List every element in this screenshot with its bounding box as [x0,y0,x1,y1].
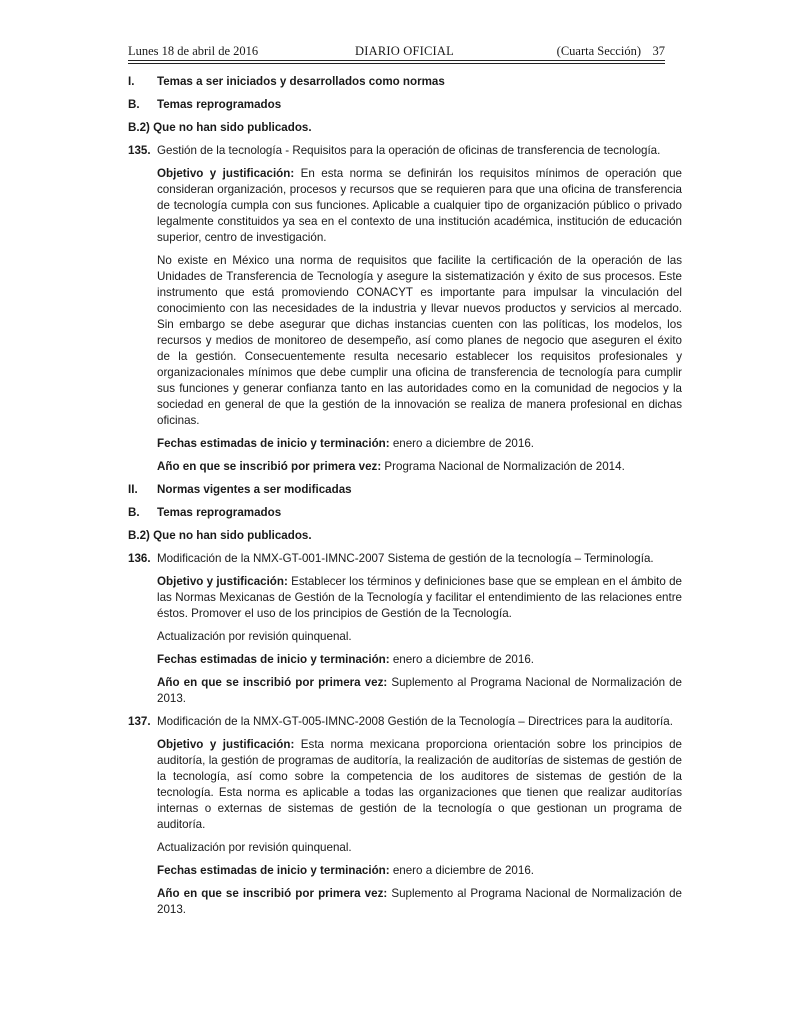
heading-section-i [128,74,682,90]
heading-text: Temas a ser iniciados y desarrollados como normas [157,75,445,88]
first-year-label: Año en que se inscribió por primera vez: [157,676,388,689]
item-137-title-row [128,714,682,730]
document-body [128,74,682,925]
heading-section-ii [128,482,682,498]
header-rule-top [128,60,665,61]
first-year-label: Año en que se inscribió por primera vez: [157,887,388,900]
first-year-text: Suplemento al Programa Nacional de Normalización de 2013. [157,676,682,705]
item-136-update: Actualización por revisión quinquenal. [157,630,352,643]
item-135-title-row [128,143,682,159]
item-number: 136. [128,552,151,565]
item-135-justification-paragraph: No existe en México una norma de requisitos que facilite la certificación de la operación de las Unidades de Transferencia de Tecnología y asegure la sistematización y éxito de sus procesos. Este instrumento que está promoviendo CONACYT es importante para impulsar la vinculación del conocimiento con las necesidades de la industria y llevar nuevos productos y servicios al mercado. Sin embargo se debe asegurar que dichas instancias cuenten con las políticas, los modelos, los recursos y medios de monitoreo de desempeño, así como planes de negocio que aseguren el éxito de la gestión. Consecuentemente resulta necesario establecer los requisitos profesionales y organizacionales mínimos que debe cumplir una oficina de transferencia de tecnología para cumplir sus funciones y generar confianza tanto en las autoridades como en la comunidad de negocios y la sociedad en general de que la gestión de la innovación se realiza de manera profesional en dichas oficinas. [157,254,682,427]
heading-b2-2 [128,528,682,544]
header-date: Lunes 18 de abril de 2016 [128,44,259,58]
header-rule-bottom [128,63,665,64]
first-year-label: Año en que se inscribió por primera vez: [157,460,382,473]
item-137-first-year [157,886,682,918]
heading-number: I. [128,75,135,88]
item-136-objective [157,574,682,622]
heading-subsection-b [128,97,682,113]
objective-label: Objetivo y justificación: [157,575,288,588]
item-title: Gestión de la tecnología - Requisitos para la operación de oficinas de transferencia de tecnología. [157,144,661,157]
first-year-text: Programa Nacional de Normalización de 2014. [381,460,625,473]
item-number: 137. [128,715,151,728]
heading-text: Normas vigentes a ser modificadas [157,483,352,496]
dates-text: enero a diciembre de 2016. [389,437,534,450]
heading-text: B.2) Que no han sido publicados. [128,529,312,542]
objective-text: Esta norma mexicana proporciona orientación sobre los principios de auditoría, la gestión de programas de auditoría, la realización de auditorías de sistemas de gestión de la tecnología, así como sobre la competencia de los auditores de sistemas de gestión de la tecnología. Esta norma es aplicable a todas las organizaciones que tienen que realizar auditorías internas o externas de sistemas de gestión de la tecnología o que gestionan un programa de auditoría. [157,738,682,831]
heading-text: B.2) Que no han sido publicados. [128,121,312,134]
dates-label: Fechas estimadas de inicio y terminación: [157,437,390,450]
item-135-objective [157,166,682,246]
item-136-title-row [128,551,682,567]
item-number: 135. [128,144,151,157]
item-137-dates [157,863,682,879]
item-136-dates [157,652,682,668]
objective-text: En esta norma se definirán los requisitos mínimos de operación que consideran organización, procesos y recursos que se requieren para que una oficina de transferencia de tecnología cumpla con sus funciones. Aplicable a cualquier tipo de organización público o privado legalmente constituidos ya sea en el contexto de una institución académica, institución de educación superior, centro de investigación. [157,167,683,244]
dates-text: enero a diciembre de 2016. [389,864,534,877]
heading-number: B. [128,506,140,519]
first-year-text: Suplemento al Programa Nacional de Normalización de 2013. [157,887,682,916]
item-137-update: Actualización por revisión quinquenal. [157,841,352,854]
objective-label: Objetivo y justificación: [157,738,295,751]
heading-text: Temas reprogramados [157,506,282,519]
dates-label: Fechas estimadas de inicio y terminación: [157,653,390,666]
heading-subsection-b-2 [128,505,682,521]
item-135-dates [157,436,682,452]
header-page-number: 37 [652,44,665,58]
page-header [128,40,665,62]
heading-number: II. [128,483,138,496]
dates-label: Fechas estimadas de inicio y terminación: [157,864,390,877]
item-title: Modificación de la NMX-GT-001-IMNC-2007 Sistema de gestión de la tecnología – Terminología. [157,552,654,565]
item-136-first-year [157,675,682,707]
heading-text: Temas reprogramados [157,98,282,111]
item-title: Modificación de la NMX-GT-005-IMNC-2008 Gestión de la Tecnología – Directrices para la auditoría. [157,715,673,728]
heading-number: B. [128,98,140,111]
item-137-objective [157,737,682,833]
dates-text: enero a diciembre de 2016. [389,653,534,666]
objective-text: Establecer los términos y definiciones base que se emplean en el ámbito de las Normas Mexicanas de Gestión de la Tecnología y facilitar el entendimiento de las relaciones entre éstos. Promover el uso de los principios de Gestión de la Tecnología. [157,575,682,620]
header-title: DIARIO OFICIAL [355,44,454,58]
objective-label: Objetivo y justificación: [157,167,295,180]
heading-b2 [128,120,682,136]
header-section: (Cuarta Sección) [556,44,641,58]
item-135-first-year [157,459,682,475]
